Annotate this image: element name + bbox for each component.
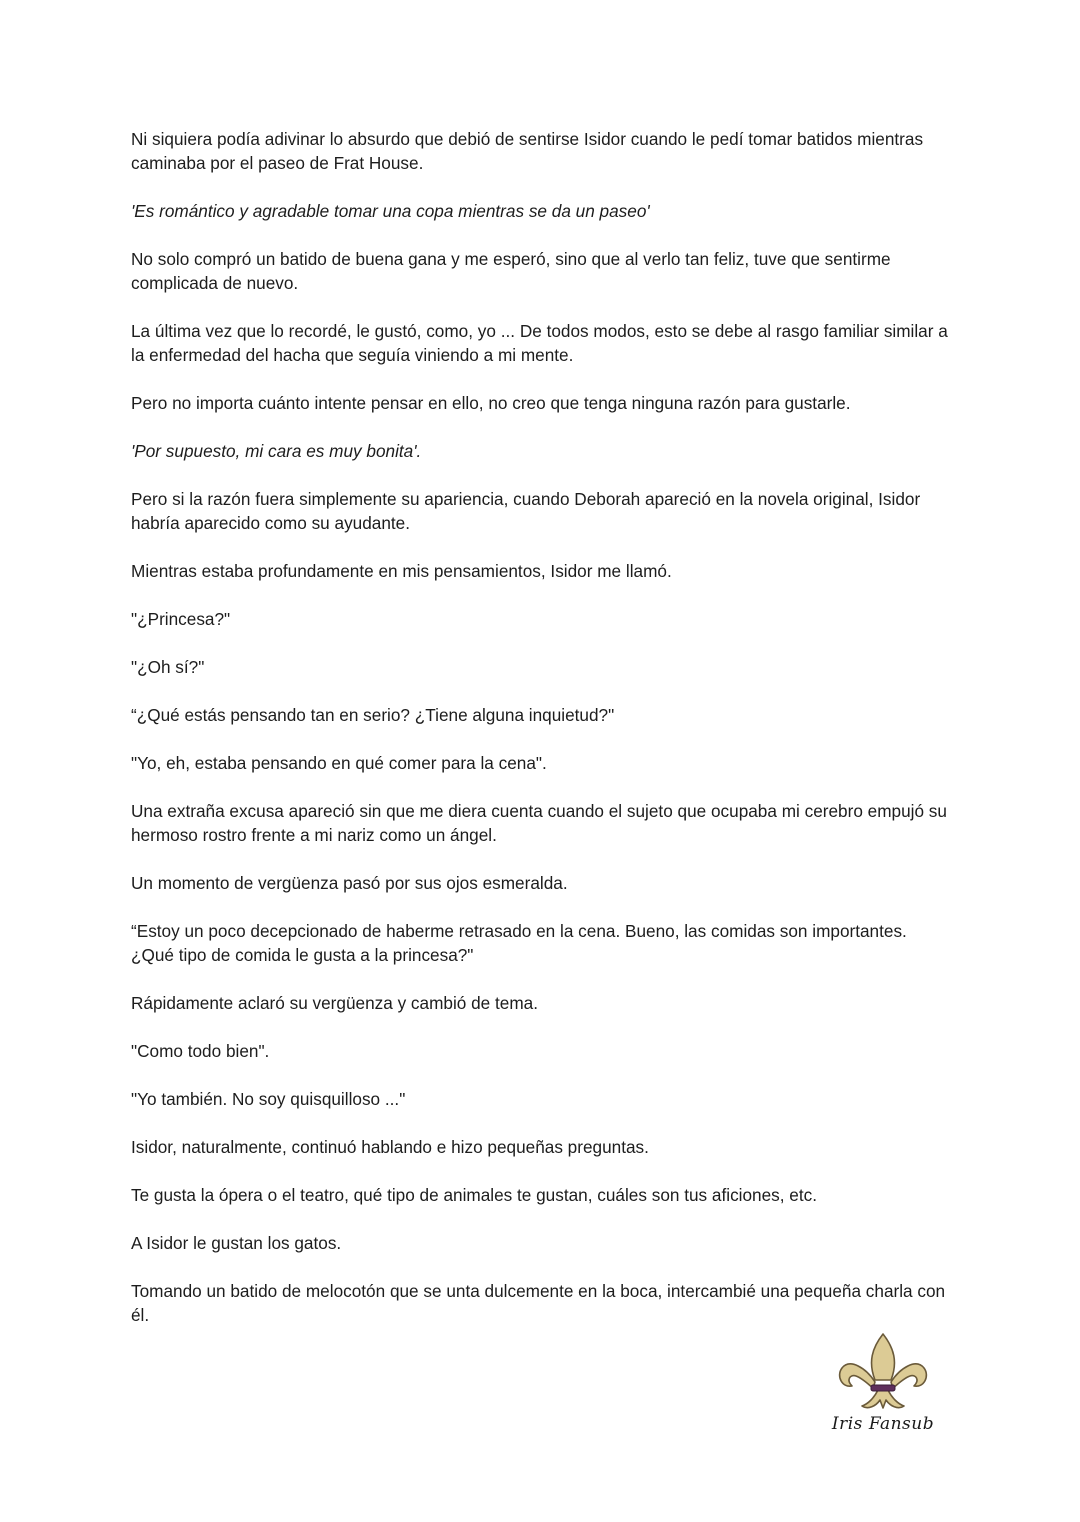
fansub-logo	[828, 1330, 938, 1450]
paragraph: Tomando un batido de melocotón que se unta dulcemente en la boca, intercambié una pequeña charla con él.	[131, 1281, 946, 1325]
paragraph: “¿Qué estás pensando tan en serio? ¿Tiene alguna inquietud?"	[131, 705, 615, 725]
paragraph: "Yo, eh, estaba pensando en qué comer para la cena".	[131, 753, 547, 773]
paragraph: No solo compró un batido de buena gana y me esperó, sino que al verlo tan feliz, tuve que sentirme complicada de nuevo.	[131, 249, 891, 293]
paragraph: “Estoy un poco decepcionado de haberme retrasado en la cena. Bueno, las comidas son importantes. ¿Qué tipo de comida le gusta a la princesa?"	[131, 921, 907, 965]
paragraph: "¿Princesa?"	[131, 609, 231, 629]
paragraph: 'Por supuesto, mi cara es muy bonita'.	[131, 441, 422, 461]
paragraph: Rápidamente aclaró su vergüenza y cambió de tema.	[131, 993, 538, 1013]
paragraph: Te gusta la ópera o el teatro, qué tipo de animales te gustan, cuáles son tus aficiones, etc.	[131, 1185, 818, 1205]
paragraph: Mientras estaba profundamente en mis pensamientos, Isidor me llamó.	[131, 561, 672, 581]
paragraph: "Como todo bien".	[131, 1041, 270, 1061]
paragraph: Isidor, naturalmente, continuó hablando e hizo pequeñas preguntas.	[131, 1137, 649, 1157]
paragraph: 'Es romántico y agradable tomar una copa mientras se da un paseo'	[131, 201, 650, 221]
paragraph: Pero no importa cuánto intente pensar en ello, no creo que tenga ninguna razón para gustarle.	[131, 393, 851, 413]
paragraph: A Isidor le gustan los gatos.	[131, 1233, 342, 1253]
paragraph: Ni siquiera podía adivinar lo absurdo que debió de sentirse Isidor cuando le pedí tomar batidos mientras caminaba por el paseo de Frat House.	[131, 129, 924, 173]
paragraph: "¿Oh sí?"	[131, 657, 205, 677]
paragraph: Pero si la razón fuera simplemente su apariencia, cuando Deborah apareció en la novela original, Isidor habría aparecido como su ayudante.	[131, 489, 921, 533]
paragraph: La última vez que lo recordé, le gustó, como, yo ... De todos modos, esto se debe al rasgo familiar similar a la enfermedad del hacha que seguía viniendo a mi mente.	[131, 321, 948, 365]
logo-text: Iris Fansub	[831, 1414, 935, 1434]
fleur-de-lis-icon	[828, 1330, 938, 1414]
paragraph: Un momento de vergüenza pasó por sus ojos esmeralda.	[131, 873, 568, 893]
document-body	[131, 127, 951, 1351]
paragraph: "Yo también. No soy quisquilloso ..."	[131, 1089, 406, 1109]
paragraph: Una extraña excusa apareció sin que me diera cuenta cuando el sujeto que ocupaba mi cerebro empujó su hermoso rostro frente a mi nariz como un ángel.	[131, 801, 947, 845]
